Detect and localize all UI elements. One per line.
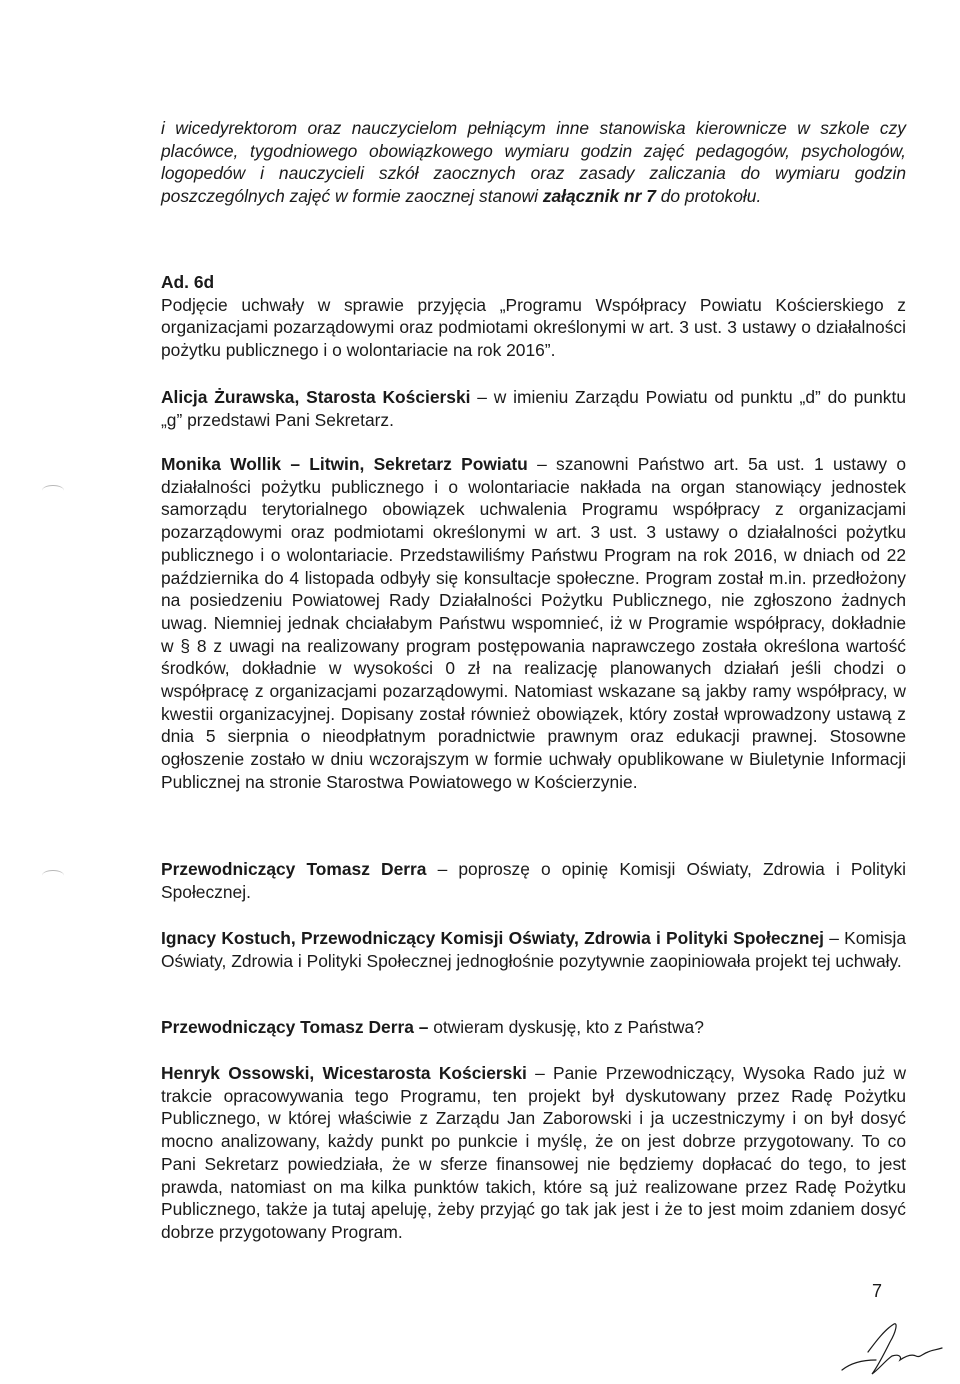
speech-wollik-litwin bbox=[161, 453, 906, 794]
speaker-name: Przewodniczący Tomasz Derra bbox=[161, 859, 427, 879]
scan-mark bbox=[42, 870, 64, 881]
agenda-heading: Ad. 6d bbox=[161, 272, 215, 292]
speech-kostuch bbox=[161, 927, 906, 972]
speech-text: otwieram dyskusję, kto z Państwa? bbox=[428, 1017, 704, 1037]
speech-derra-2 bbox=[161, 1016, 906, 1039]
agenda-text: Podjęcie uchwały w sprawie przyjęcia „Programu Współpracy Powiatu Kościerskiego z organizacjami pozarządowymi oraz podmiotami określonymi w art. 3 ust. 3 ustawy o działalności pożytku publicznego i o wolontariacie na rok 2016”. bbox=[161, 294, 906, 361]
speaker-name: Henryk Ossowski, Wicestarosta Kościerski bbox=[161, 1063, 527, 1083]
speech-text: – Komisja Oświaty, Zdrowia i Polityki Społecznej jednogłośnie pozytywnie zaopiniowała projekt tej uchwały. bbox=[161, 928, 907, 971]
page-number: 7 bbox=[872, 1281, 883, 1301]
speech-text: – Panie Przewodniczący, Wysoka Rado już w trakcie opracowywania tego Programu, ten projekt był dyskutowany przez Radę Pożytku Publicznego, w której właściwie z Zarządu Jan Zaborowski i ja uczestniczymy i on był dosyć mocno analizowany, każdy punkt po punkcie i myślę, że on jest dobrze przygotowany. To co Pani Sekretarz powiedziała, że w sferze finansowej nie będziemy dopłacać do tego, to jest prawda, natomiast on ma kilka punktów takich, które są już realizowane przez Radę Pożytku Publicznego, także ja tutaj apeluję, żeby przyjąć go tak jak jest i że to jest moim zdaniem dosyć dobrze przygotowany Program. bbox=[161, 1063, 906, 1242]
continuation-paragraph: i wicedyrektorom oraz nauczycielom pełniącym inne stanowiska kierownicze w szkole czy placówce, tygodniowego obowiązkowego wymiaru godzin zajęć pedagogów, psychologów, logopedów i nauczycieli szkół zaocznych oraz zasady zaliczania do wymiaru godzin poszczególnych zajęć w formie zaocznej stanowi załącznik nr 7 do protokołu. bbox=[161, 118, 906, 207]
speech-derra-1 bbox=[161, 858, 906, 903]
speech-text: – szanowni Państwo art. 5a ust. 1 ustawy o działalności pożytku publicznego i o wolontariacie nakłada na organ stanowiący jednostek samorządu terytorialnego obowiązek uchwalenia Programu współpracy z organizacjami pozarządowymi oraz podmiotami określonymi w art. 3 ust. 3 ustawy o działalności pożytku publicznego i o wolontariacie. Przedstawiliśmy Państwu Program na rok 2016, w dniach od 22 października do 4 listopada odbyły się konsultacje społeczne. Program został m.in. przedłożony na posiedzeniu Powiatowej Rady Działalności Pożytku Publicznego, nie zgłoszono żadnych uwag. Niemniej jednak chciałabym Państwu wspomnieć, iż w Programie współpracy, dokładnie w § 8 z uwagi na realizowany program postępowania naprawczego została określona wartość środków, dokładnie w wysokości 0 zł na realizację planowanych działań jeśli chodzi o współpracę z organizacjami pozarządowymi. Natomiast wskazane są jakby ramy współpracy, w kwestii organizacyjnej. Dopisany został również obowiązek, który został wprowadzony ustawą z dnia 5 sierpnia o nieodpłatnym poradnictwie prawnym oraz edukacji prawnej. Stosowne ogłoszenie zostało w dniu wczorajszym w formie uchwały opublikowane w Biuletynie Informacji Publicznej na stronie Starostwa Powiatowego w Kościerzynie. bbox=[161, 454, 906, 792]
speaker-name: Monika Wollik – Litwin, Sekretarz Powiatu bbox=[161, 454, 528, 474]
scan-mark bbox=[42, 485, 64, 496]
speaker-name: Ignacy Kostuch, Przewodniczący Komisji Oświaty, Zdrowia i Polityki Społecznej bbox=[161, 928, 824, 948]
speech-zurawska bbox=[161, 386, 906, 431]
speech-text: – w imieniu Zarządu Powiatu od punktu „d” do punktu „g” przedstawi Pani Sekretarz. bbox=[161, 387, 906, 430]
handwritten-signature bbox=[838, 1310, 948, 1382]
agenda-item bbox=[161, 271, 906, 362]
speech-text: – poproszę o opinię Komisji Oświaty, Zdrowia i Polityki Społecznej. bbox=[161, 859, 907, 902]
attachment-reference: załącznik nr 7 bbox=[542, 186, 656, 207]
speaker-name: Alicja Żurawska, Starosta Kościerski bbox=[161, 387, 471, 407]
speech-ossowski bbox=[161, 1062, 906, 1244]
speaker-name: Przewodniczący Tomasz Derra – bbox=[161, 1017, 429, 1037]
